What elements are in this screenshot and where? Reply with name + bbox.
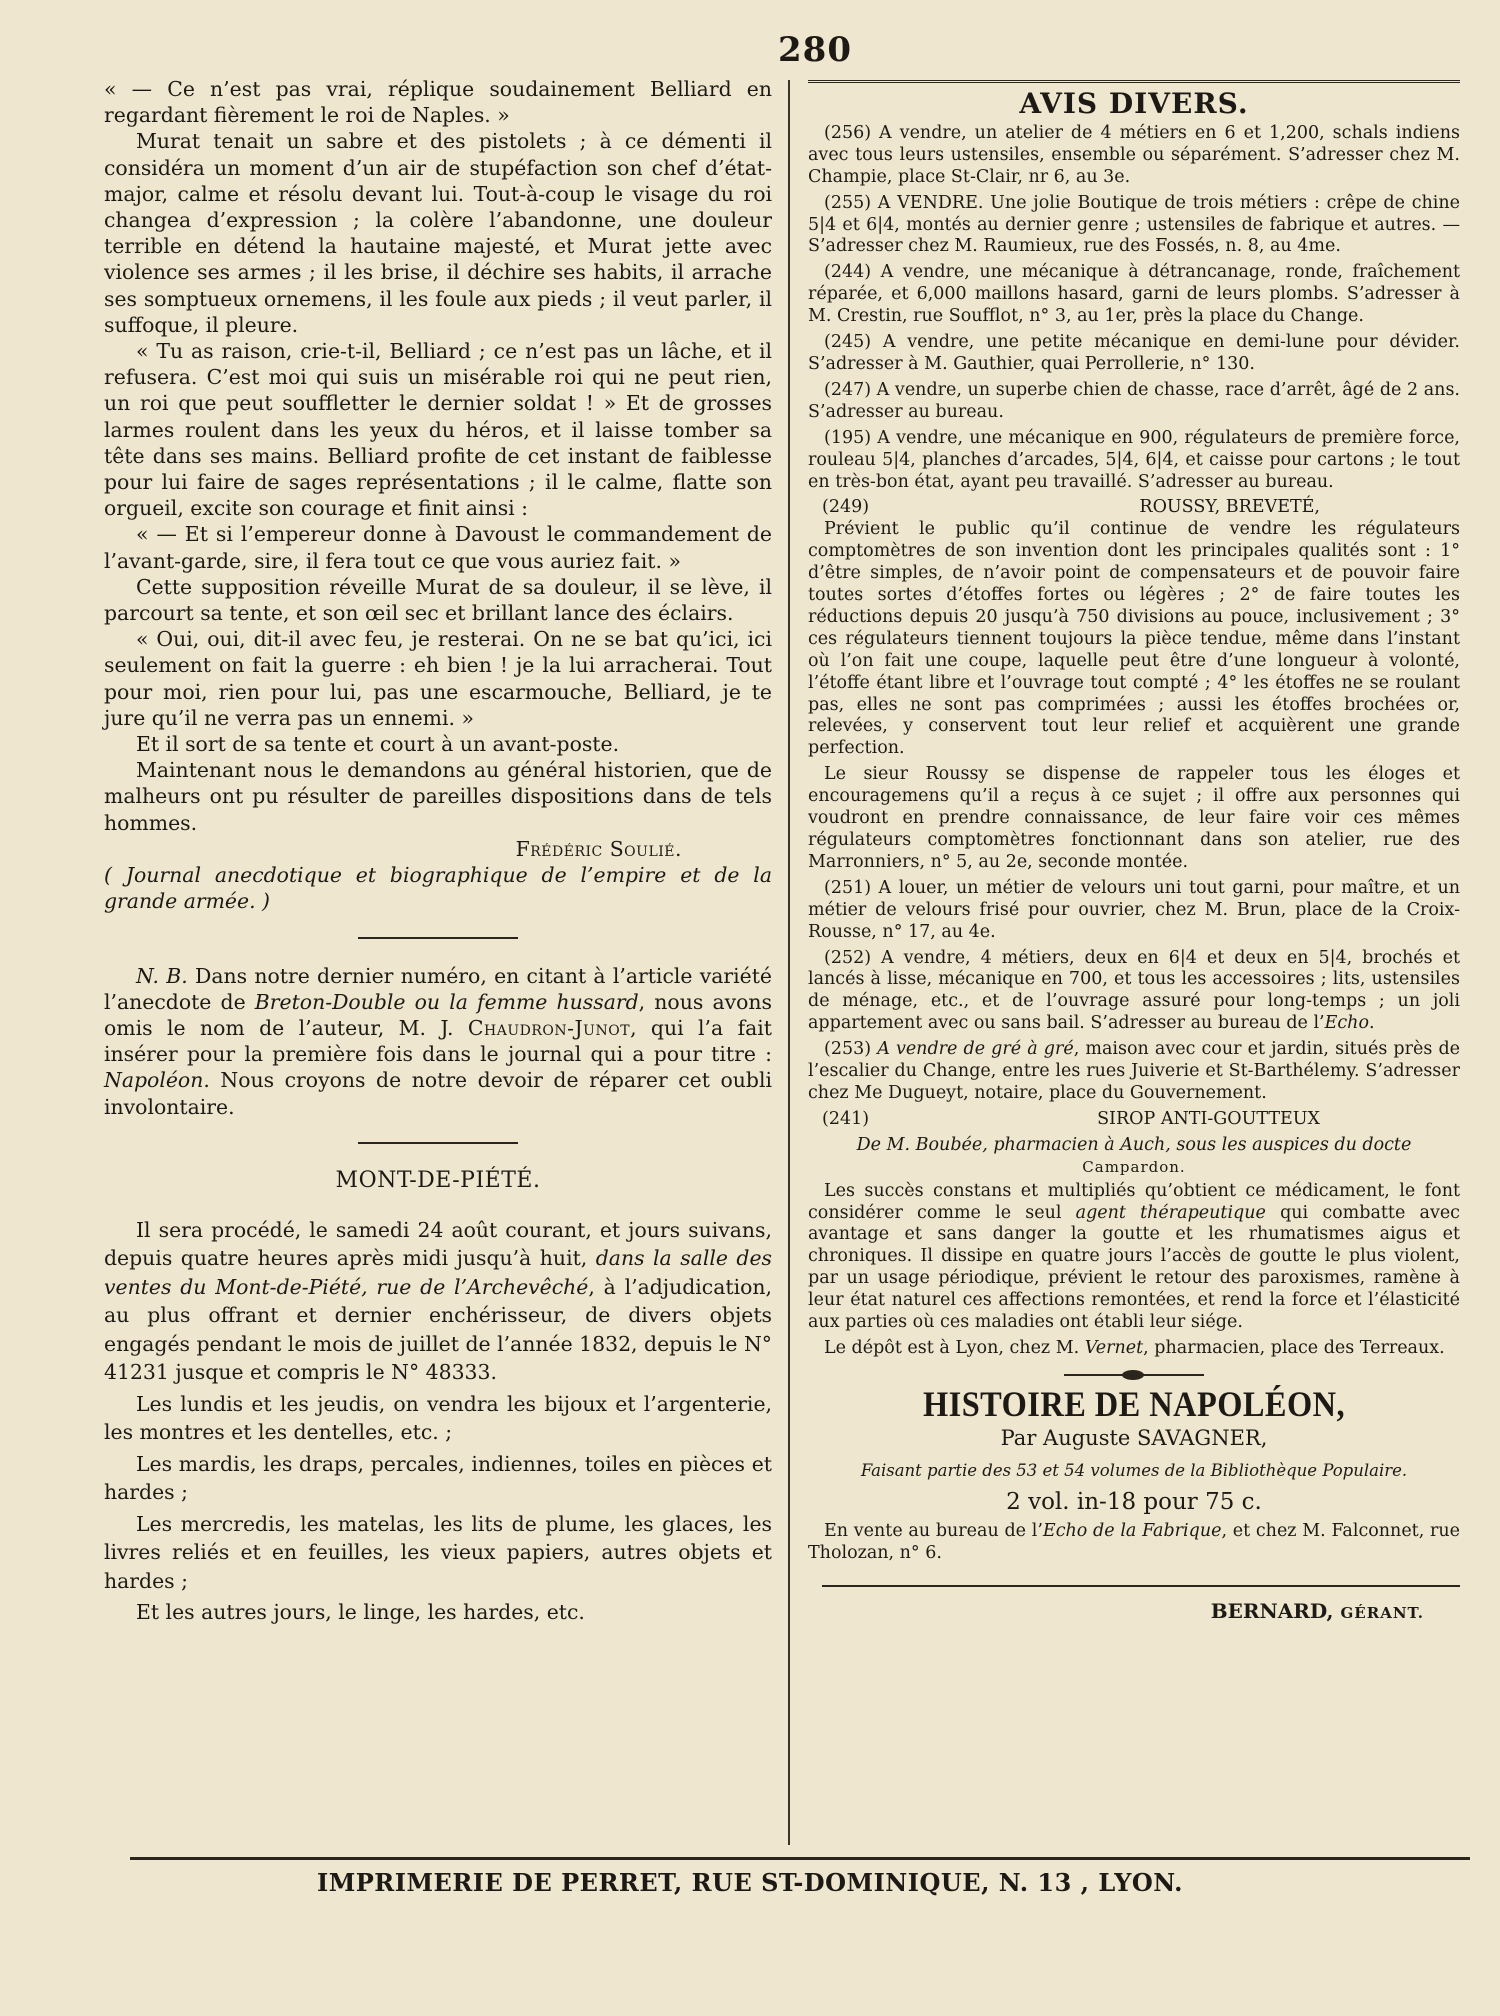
- ad-241-number: (241): [822, 1108, 870, 1129]
- ad-245: (245) A vendre, une petite mécanique en demi-lune pour dévider. S’adresser à M. Gauthier, quai Perrollerie, n° 130.: [808, 332, 1460, 374]
- mont-paragraph-1: [104, 1216, 772, 1387]
- ad-241-depot-italic: Vernet: [1084, 1337, 1144, 1358]
- nb-text-2: , nous avons omis le nom de l’auteur, M. J.: [104, 989, 773, 1040]
- ad-249-header: [822, 497, 1460, 519]
- histoire-sale-italic: Echo de la Fabrique: [1042, 1521, 1222, 1542]
- mont-paragraph-2: Les lundis et les jeudis, on vendra les bijoux et l’argenterie, les montres et les dentelles, etc. ;: [104, 1391, 772, 1445]
- story-paragraph-6: « Oui, oui, dit-il avec feu, je resterai. On ne se bat qu’ici, ici seulement on fait la guerre : eh bien ! je la lui arracherai. Tout pour moi, rien pour lui, pas une escarmouche, Belliard, je te jure qu’il ne verra pas un ennemi. »: [104, 627, 772, 730]
- ad-249-paragraph-1: Prévient le public qu’il continue de vendre les régulateurs comptomètres de son invention dont les principales qualités sont : 1° d’être simples, de n’avoir point de compensateurs et de pouvoir faire toutes sortes d’étoffes fortes ou légères ; 2° de faire toutes les réductions depuis 20 jusqu’à 750 divisions au pouce, inclusivement ; 3° ces régulateurs tiennent toujours la pièce tendue, même dans l’instant où l’on fait une coupe, laquelle peut être d’une longueur à volonté, l’étoffe étant libre et l’ouvrage tout compté ; 4° les étoffes ne se roulant pas, elles ne sont pas comprimées ; aussi les étoffes brochées or, relevées, y conservent tout leur relief et acquièrent une grande perfection.: [808, 519, 1460, 759]
- nb-italic-1: Breton-Double ou la femme hussard: [254, 989, 639, 1014]
- ad-252: [808, 948, 1460, 1036]
- section-separator: [358, 1142, 518, 1144]
- mont-paragraph-4: Les mercredis, les matelas, les lits de plume, les glaces, les livres reliés et en feuilles, les vieux papiers, autres objets et hardes ;: [104, 1511, 772, 1593]
- story-source: ( Journal anecdotique et biographique de l’empire et de la grande armée. ): [104, 863, 772, 914]
- nb-author: Chaudron-Junot: [467, 1015, 631, 1040]
- histoire-sale-a: En vente au bureau de l’: [824, 1521, 1043, 1542]
- ad-241-paragraph-1: [808, 1181, 1460, 1334]
- mont-de-piete-title: MONT-DE-PIÉTÉ.: [335, 1167, 541, 1193]
- mont-paragraph-3: Les mardis, les draps, percales, indiennes, toiles en pièces et hardes ;: [104, 1451, 772, 1505]
- ad-241-text-a: Les succès constans et multipliés qu’obtient ce médicament, le font considérer comme le seul: [808, 1180, 1460, 1223]
- histoire-price: 2 vol. in-18 pour 75 c.: [1006, 1488, 1262, 1515]
- story-paragraph-1: « — Ce n’est pas vrai, réplique soudainement Belliard en regardant fièrement le roi de Naples. »: [104, 77, 772, 128]
- ad-241-text-b: qui combatte avec avantage et sans danger la goutte et les rhumatismes aigus et chroniques. Il dissipe en quatre jours l’accès de goutte le plus violent, par un usage périodique, prévient le retour des paroxismes, ramène à leur état naturel ces affections remontées, et rend la force et l’élasticité aux parties où ces maladies ont établi leur siége.: [808, 1202, 1460, 1333]
- ad-252-italic: Echo: [1324, 1013, 1369, 1034]
- ad-244: (244) A vendre, une mécanique à détrancanage, ronde, fraîchement réparée, et 6,000 maillons hasard, garni de leurs plombs. S’adresser à M. Crestin, rue Soufflot, n° 3, au 1er, près la place du Change.: [808, 262, 1460, 327]
- gerant-role: GÉRANT.: [1340, 1604, 1424, 1623]
- column-divider: [788, 80, 790, 1845]
- ad-256: (256) A vendre, un atelier de 4 métiers en 6 et 1,200, schals indiens avec tous leurs ustensiles, ensemble ou séparément. S’adresser chez M. Champie, place St-Clair, nr 6, au 3e.: [808, 122, 1460, 187]
- ornament-divider: [1064, 1374, 1204, 1376]
- ad-241-depot-a: Le dépôt est à Lyon, chez M.: [824, 1337, 1085, 1358]
- ad-253-text: , maison avec cour et jardin, situés près de l’escalier du Change, entre les rues Juiverie et St-Barthélemy. S’adresser chez Me Dugueyt, notaire, place du Gouvernement.: [808, 1039, 1461, 1103]
- bottom-rule: [130, 1857, 1470, 1860]
- ad-241-subtitle-2: Campardon.: [1082, 1157, 1186, 1176]
- mont-text-1a: Il sera procédé, le samedi 24 août courant, et jours suivans, depuis quatre heures après midi jusqu’à huit,: [104, 1217, 772, 1271]
- histoire-collection: Faisant partie des 53 et 54 volumes de la Bibliothèque Populaire.: [860, 1460, 1408, 1480]
- histoire-author: Par Auguste SAVAGNER,: [1000, 1425, 1268, 1450]
- ad-253-italic: A vendre de gré à gré: [877, 1039, 1074, 1060]
- ad-249-number: (249): [822, 497, 870, 518]
- left-column: [104, 76, 772, 1627]
- histoire-sale-b: , et chez M. Falconnet, rue Tholozan, n° 6.: [808, 1521, 1461, 1564]
- ad-241-subtitle: De M. Boubée, pharmacien à Auch, sous les auspices du docte: [856, 1134, 1412, 1155]
- ad-247: (247) A vendre, un superbe chien de chasse, race d’arrêt, âgé de 2 ans. S’adresser au bureau.: [808, 379, 1460, 422]
- histoire-title: HISTOIRE DE NAPOLÉON,: [922, 1383, 1346, 1424]
- story-paragraph-4: « — Et si l’empereur donne à Davoust le commandement de l’avant-garde, sire, il fera tout ce que vous auriez fait. »: [104, 522, 772, 573]
- section-separator: [358, 937, 518, 939]
- right-column: [808, 80, 1460, 1629]
- ad-249-paragraph-2: Le sieur Roussy se dispense de rappeler tous les éloges et encouragemens qu’il a reçus à ce sujet ; il offre aux personnes qui voudront en prendre connaissance, de leur faire voir ces mêmes régulateurs comptomètres fonctionnant dans son atelier, rue des Marronniers, n° 5, au 2e, seconde montée.: [808, 764, 1460, 872]
- ad-251: (251) A louer, un métier de velours uni tout garni, pour maître, et un métier de velours frisé pour ouvrier, chez M. Brun, place de la Croix-Rousse, n° 17, au 4e.: [808, 877, 1460, 942]
- gerant-name: BERNARD,: [1210, 1599, 1334, 1624]
- nb-text-3: , qui l’a fait insérer pour la première fois dans le journal qui a pour titre :: [104, 1015, 773, 1067]
- mont-de-piete-notice: [104, 1216, 772, 1627]
- story-paragraph-5: Cette supposition réveille Murat de sa douleur, il se lève, il parcourt sa tente, et son œil sec et brillant lance des éclairs.: [104, 574, 772, 626]
- ad-255: (255) A VENDRE. Une jolie Boutique de trois métiers : crêpe de chine 5|4 et 6|4, montés au dernier genre ; ustensiles de fabrique et autres. — S’adresser chez M. Raumieux, rue des Fossés, n. 8, au 4me.: [808, 192, 1460, 257]
- printer-imprint: IMPRIMERIE DE PERRET, RUE ST-DOMINIQUE, N. 13 , LYON.: [316, 1868, 1184, 1897]
- story-signature: Frédéric Soulié.: [515, 836, 682, 861]
- ad-253-number: (253): [824, 1039, 878, 1060]
- page-number: 280: [778, 30, 852, 70]
- mont-text-1b: , à l’adjudication, au plus offrant et dernier enchérisseur, de divers objets engagés pendant le mois de juillet de l’année 1832, depuis le N° 41231 jusque et compris le N° 48333.: [104, 1274, 772, 1385]
- story-paragraph-2: Murat tenait un sabre et des pistolets ; à ce démenti il considéra un moment d’un air de stupéfaction son chef d’état-major, calme et résolu devant lui. Tout-à-coup le visage du roi changea d’expression ; la colère l’abandonne, une douleur terrible en détend la hautaine majesté, et Murat jette avec violence ses armes ; il les brise, il déchire ses habits, il arrache ses somptueux ornemens, il les foule aux pieds ; il veut parler, il suffoque, il pleure.: [104, 129, 772, 337]
- nb-label: N. B.: [136, 963, 188, 988]
- ad-252-text: (252) A vendre, 4 métiers, deux en 6|4 et deux en 5|4, brochés et lancés à lisse, mécanique en 700, et tous les accessoires ; lits, ustensiles de ménage, etc., et de l’ouvrage assuré pour long-temps ; un joli appartement avec ou sans bail. S’adresser au bureau de l’: [808, 947, 1460, 1034]
- nb-note: [104, 963, 772, 1120]
- gerant-line: [808, 1601, 1424, 1625]
- mont-paragraph-5: Et les autres jours, le linge, les hardes, etc.: [136, 1600, 585, 1625]
- avis-divers-title: AVIS DIVERS.: [1019, 87, 1249, 120]
- nb-italic-2: Napoléon: [104, 1068, 204, 1093]
- ad-252-end: .: [1369, 1013, 1375, 1034]
- nb-text-1: Dans notre dernier numéro, en citant à l’article variété l’anecdote de: [104, 963, 772, 1014]
- nb-text-4: . Nous croyons de notre devoir de réparer cet oubli involontaire.: [104, 1068, 772, 1119]
- ad-241-italic: agent thérapeutique: [1075, 1202, 1266, 1223]
- ad-241-header: [822, 1109, 1460, 1131]
- ad-241-title: SIROP ANTI-GOUTTEUX: [1097, 1108, 1320, 1129]
- top-rule: [808, 80, 1460, 87]
- story-paragraph-8: Maintenant nous le demandons au général historien, que de malheurs ont pu résulter de pareilles dispositions dans de tels hommes.: [104, 758, 772, 835]
- mont-text-1i: dans la salle des ventes du Mont-de-Piété, rue de l’Archevêché: [104, 1246, 772, 1299]
- story-paragraph-3: « Tu as raison, crie-t-il, Belliard ; ce n’est pas un lâche, et il refusera. C’est moi qui suis un misérable roi qui ne peut rien, un roi que peut souffletter le dernier soldat ! » Et de grosses larmes roulent dans les yeux du héros, et il laisse tomber sa tête dans ses mains. Belliard profite de cet instant de faiblesse pour lui faire de sages représentations ; il le calme, flatte son orgueil, excite son courage et finit ainsi :: [104, 339, 772, 521]
- ad-253: [808, 1039, 1460, 1105]
- histoire-sale: [808, 1521, 1460, 1565]
- ad-241-depot-b: , pharmacien, place des Terreaux.: [1143, 1337, 1445, 1358]
- ad-195: (195) A vendre, une mécanique en 900, régulateurs de première force, rouleau 5|4, planches d’arcades, 5|4, 6|4, et caisse pour cartons ; le tout en très-bon état, ayant peu travaillé. S’adresser au bureau.: [808, 427, 1460, 492]
- gerant-rule: [822, 1585, 1460, 1587]
- ad-249-title: ROUSSY, BREVETÉ,: [1139, 497, 1320, 518]
- ad-241-paragraph-2: [808, 1338, 1460, 1360]
- story-paragraph-7: Et il sort de sa tente et court à un avant-poste.: [136, 732, 620, 757]
